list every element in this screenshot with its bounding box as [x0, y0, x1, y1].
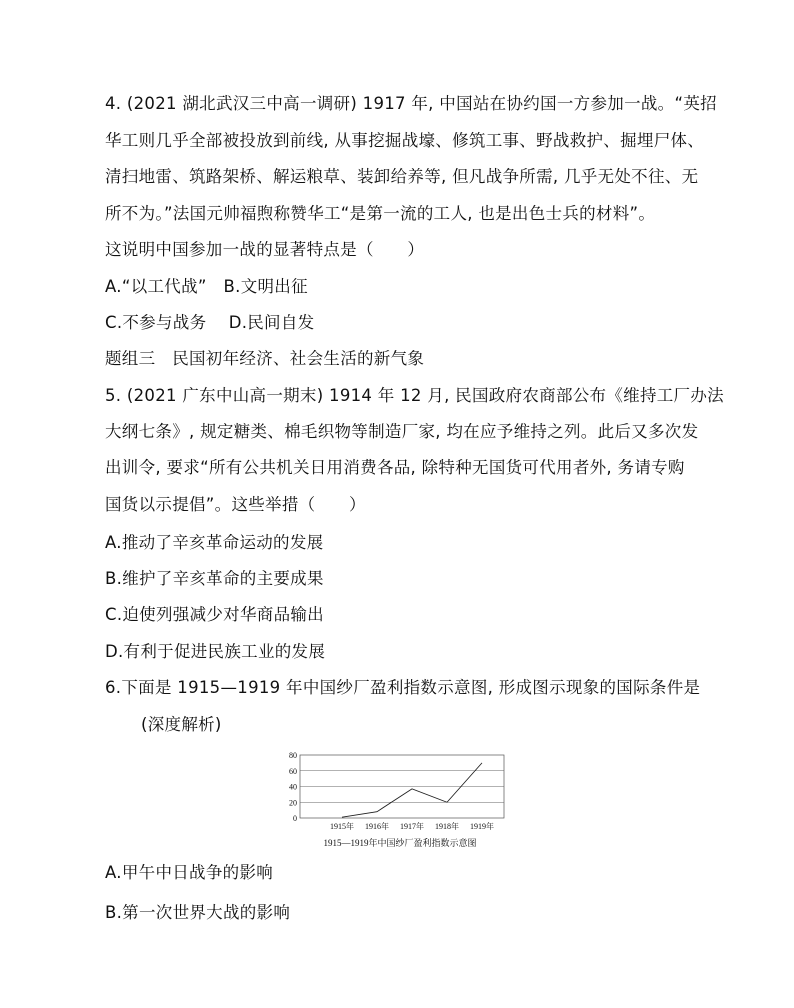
chart-x-tick-label: 1917年	[400, 822, 424, 831]
question-5-option-b: B.维护了辛亥革命的主要成果	[105, 569, 324, 588]
question-5-option-d: D.有利于促进民族工业的发展	[105, 642, 326, 661]
question-5-option-c: C.迫使列强减少对华商品输出	[105, 605, 324, 624]
question-5-line-4: 国货以示提倡”。这些举措（ ）	[105, 495, 366, 514]
question-4-line-1: 4. (2021 湖北武汉三中高一调研) 1917 年, 中国站在协约国一方参加一战。“英招	[105, 94, 717, 113]
question-4-line-4: 所不为。”法国元帅福煦称赞华工“是第一流的工人, 也是出色士兵的材料”。	[105, 204, 656, 223]
chart-x-ticks	[330, 821, 494, 831]
profit-index-chart	[280, 748, 520, 852]
chart-x-tick-label: 1918年	[435, 822, 459, 831]
question-6-tag: (深度解析)	[141, 715, 222, 734]
question-5-line-1: 5. (2021 广东中山高一期末) 1914 年 12 月, 民国政府农商部公布《维持工厂办法	[105, 386, 724, 405]
chart-x-tick-label: 1915年	[330, 822, 354, 831]
chart-y-tick-label: 0	[293, 814, 297, 823]
section-heading-group-3: 题组三 民国初年经济、社会生活的新气象	[105, 349, 425, 368]
question-5-option-a: A.推动了辛亥革命运动的发展	[105, 533, 324, 552]
chart-x-tick-label: 1916年	[365, 822, 389, 831]
question-6-option-a: A.甲午中日战争的影响	[105, 863, 274, 882]
question-6-option-b: B.第一次世界大战的影响	[105, 903, 291, 922]
chart-y-tick-label: 80	[289, 751, 297, 760]
question-4-options-cd: C.不参与战务 D.民间自发	[105, 313, 315, 332]
chart-y-tick-label: 20	[289, 798, 297, 808]
chart-y-tick-label: 40	[289, 782, 297, 792]
chart-y-ticks	[289, 751, 297, 823]
chart-x-tick-label: 1919年	[470, 822, 494, 831]
question-5-line-3: 出训令, 要求“所有公共机关日用消费各品, 除特种无国货可代用者外, 务请专购	[105, 458, 685, 477]
chart-y-tick-label: 60	[289, 766, 297, 776]
question-4-line-3: 清扫地雷、筑路架桥、解运粮草、装卸给养等, 但凡战争所需, 几乎无处不往、无	[105, 167, 699, 186]
question-4-options-ab: A.“以工代战” B.文明出征	[105, 277, 308, 296]
question-6-line-1: 6.下面是 1915—1919 年中国纱厂盈利指数示意图, 形成图示现象的国际条件是	[105, 678, 701, 697]
chart-title: 1915—1919年中国纱厂盈利指数示意图	[323, 838, 477, 848]
question-4-line-2: 华工则几乎全部被投放到前线, 从事挖掘战壕、修筑工事、野战救护、掘埋尸体、	[105, 131, 705, 150]
chart-grid	[300, 755, 504, 818]
question-5-line-2: 大纲七条》, 规定糖类、棉毛织物等制造厂家, 均在应予维持之列。此后又多次发	[105, 422, 699, 441]
chart-series-line	[342, 763, 482, 817]
question-4-prompt: 这说明中国参加一战的显著特点是（ ）	[105, 240, 425, 259]
